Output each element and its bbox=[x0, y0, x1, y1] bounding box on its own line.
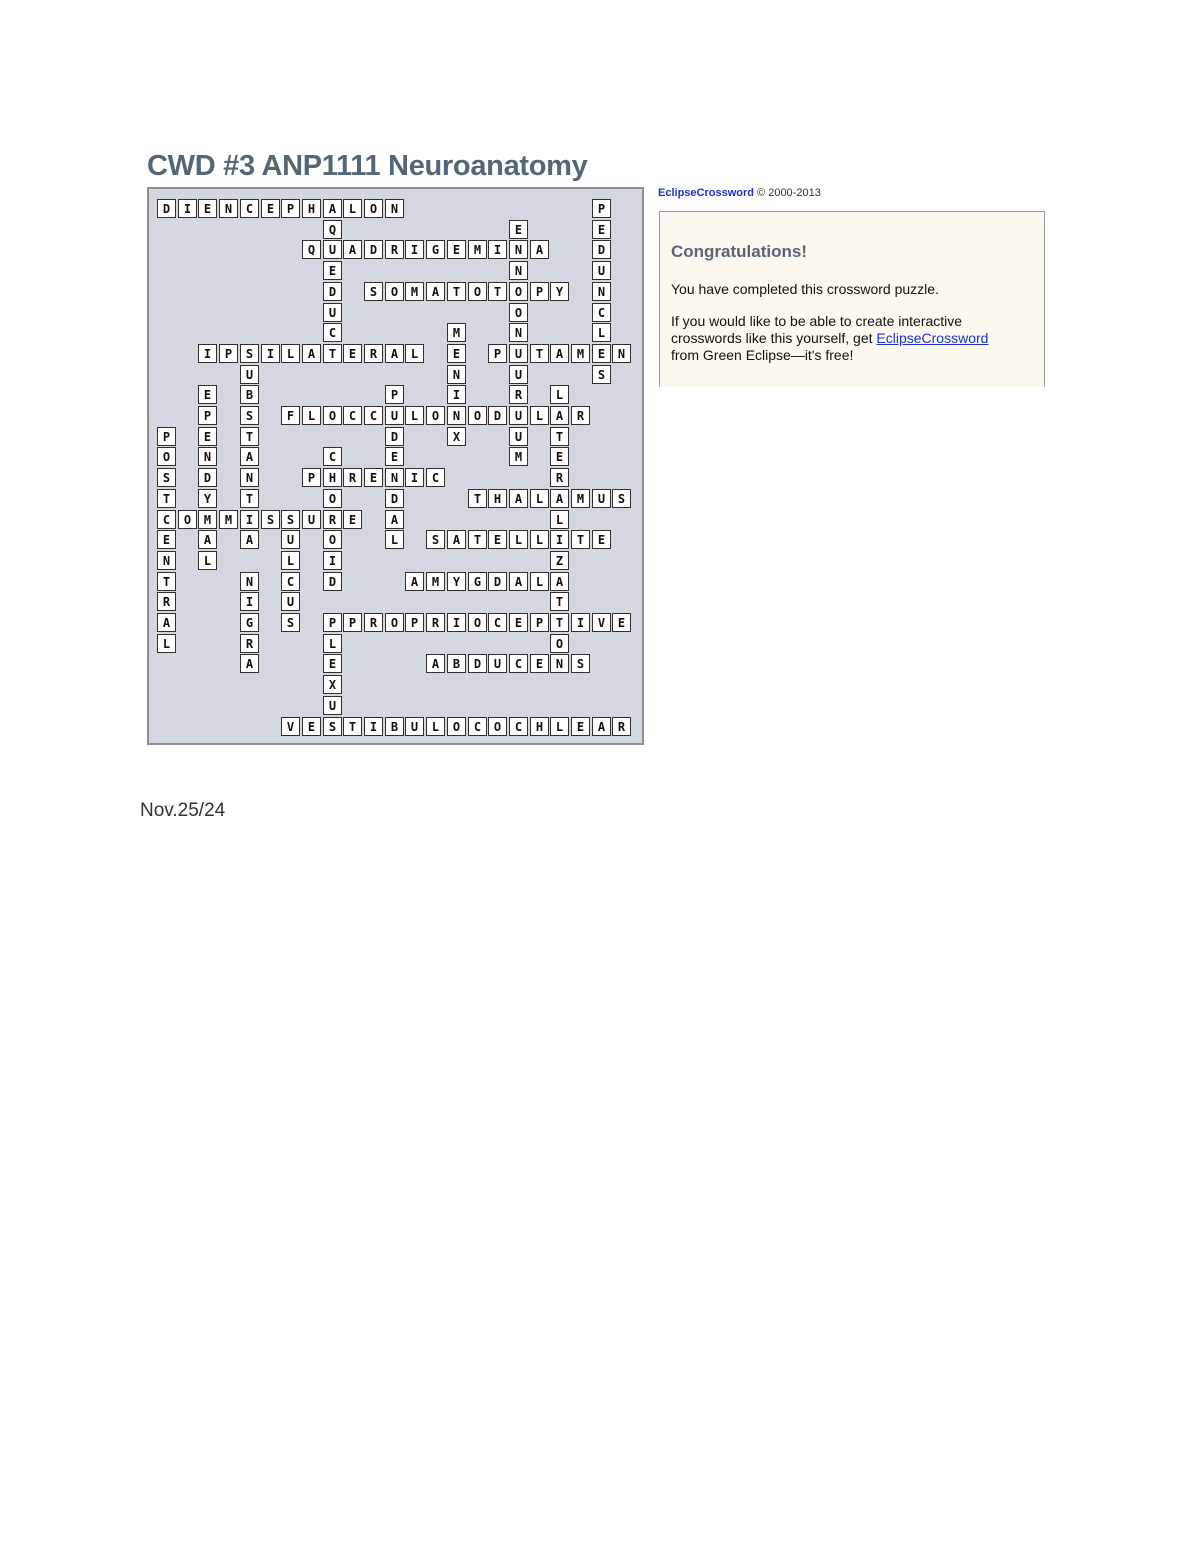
crossword-cell[interactable]: V bbox=[281, 717, 300, 736]
crossword-cell[interactable]: X bbox=[447, 427, 466, 446]
puzzle-title: CWD #3 ANP1111 Neuroanatomy bbox=[147, 150, 588, 182]
crossword-cell[interactable]: N bbox=[550, 654, 569, 673]
crossword-cell[interactable]: E bbox=[509, 220, 528, 239]
crossword-cell[interactable]: R bbox=[157, 592, 176, 611]
crossword-cell[interactable]: P bbox=[323, 613, 342, 632]
crossword-cell[interactable]: R bbox=[571, 406, 590, 425]
crossword-cell[interactable]: P bbox=[198, 406, 217, 425]
crossword-cell[interactable]: I bbox=[364, 717, 383, 736]
crossword-cell[interactable]: A bbox=[240, 447, 259, 466]
crossword-cell[interactable]: U bbox=[385, 406, 404, 425]
crossword-cell[interactable]: S bbox=[281, 613, 300, 632]
crossword-cell[interactable]: V bbox=[592, 613, 611, 632]
crossword-cell[interactable]: R bbox=[550, 468, 569, 487]
crossword-cell[interactable]: L bbox=[281, 551, 300, 570]
crossword-cell[interactable]: Z bbox=[550, 551, 569, 570]
crossword-cell[interactable]: H bbox=[302, 199, 321, 218]
crossword-cell[interactable]: D bbox=[592, 240, 611, 259]
crossword-cell[interactable]: L bbox=[343, 199, 362, 218]
crossword-cell[interactable]: E bbox=[592, 344, 611, 363]
crossword-cell[interactable]: E bbox=[509, 613, 528, 632]
crossword-cell[interactable]: I bbox=[261, 344, 280, 363]
crossword-cell[interactable]: C bbox=[240, 199, 259, 218]
crossword-cell[interactable]: E bbox=[198, 199, 217, 218]
crossword-cell[interactable]: P bbox=[157, 427, 176, 446]
crossword-cell[interactable]: E bbox=[612, 613, 631, 632]
crossword-cell[interactable]: D bbox=[198, 468, 217, 487]
crossword-cell[interactable]: A bbox=[530, 240, 549, 259]
crossword-cell[interactable]: B bbox=[240, 385, 259, 404]
crossword-cell[interactable]: A bbox=[550, 344, 569, 363]
crossword-cell[interactable]: B bbox=[385, 717, 404, 736]
crossword-cell[interactable]: A bbox=[509, 489, 528, 508]
crossword-cell[interactable]: N bbox=[447, 365, 466, 384]
crossword-cell[interactable]: M bbox=[509, 447, 528, 466]
completed-message: You have completed this crossword puzzle. bbox=[671, 281, 939, 297]
crossword-cell[interactable]: L bbox=[550, 717, 569, 736]
crossword-cell[interactable]: R bbox=[240, 634, 259, 653]
crossword-cell[interactable]: A bbox=[592, 717, 611, 736]
crossword-cell[interactable]: A bbox=[550, 572, 569, 591]
crossword-cell[interactable]: M bbox=[571, 489, 590, 508]
crossword-cell[interactable]: I bbox=[571, 613, 590, 632]
crossword-cell[interactable]: Y bbox=[550, 282, 569, 301]
crossword-cell[interactable]: R bbox=[364, 344, 383, 363]
crossword-cell[interactable]: O bbox=[509, 282, 528, 301]
crossword-cell[interactable]: R bbox=[364, 613, 383, 632]
crossword-cell[interactable]: C bbox=[488, 613, 507, 632]
crossword-cell[interactable]: T bbox=[323, 344, 342, 363]
crossword-cell[interactable]: L bbox=[426, 717, 445, 736]
crossword-cell[interactable]: L bbox=[405, 344, 424, 363]
crossword-cell[interactable]: I bbox=[405, 240, 424, 259]
crossword-cell[interactable]: U bbox=[405, 717, 424, 736]
crossword-cell[interactable]: S bbox=[323, 717, 342, 736]
crossword-cell[interactable]: O bbox=[550, 634, 569, 653]
crossword-cell[interactable]: E bbox=[323, 261, 342, 280]
crossword-cell[interactable]: C bbox=[364, 406, 383, 425]
crossword-cell[interactable]: A bbox=[550, 406, 569, 425]
crossword-cell[interactable]: E bbox=[592, 220, 611, 239]
crossword-cell[interactable]: L bbox=[509, 530, 528, 549]
crossword-cell[interactable]: S bbox=[261, 510, 280, 529]
crossword-cell[interactable]: C bbox=[343, 406, 362, 425]
crossword-cell[interactable]: A bbox=[405, 572, 424, 591]
crossword-cell[interactable]: Y bbox=[198, 489, 217, 508]
crossword-cell[interactable]: R bbox=[509, 385, 528, 404]
crossword-cell[interactable]: D bbox=[323, 282, 342, 301]
crossword-cell[interactable]: N bbox=[509, 323, 528, 342]
crossword-cell[interactable]: H bbox=[530, 717, 549, 736]
crossword-cell[interactable]: O bbox=[178, 510, 197, 529]
crossword-cell[interactable]: D bbox=[488, 572, 507, 591]
crossword-cell[interactable]: N bbox=[240, 572, 259, 591]
crossword-cell[interactable]: P bbox=[405, 613, 424, 632]
crossword-cell[interactable]: U bbox=[240, 365, 259, 384]
crossword-cell[interactable]: U bbox=[323, 303, 342, 322]
crossword-cell[interactable]: L bbox=[323, 634, 342, 653]
promo-text-b: from Green Eclipse—it's free! bbox=[671, 347, 854, 363]
crossword-cell[interactable]: O bbox=[323, 489, 342, 508]
crossword-cell[interactable]: L bbox=[592, 323, 611, 342]
crossword-cell[interactable]: G bbox=[468, 572, 487, 591]
crossword-cell[interactable]: D bbox=[468, 654, 487, 673]
crossword-cell[interactable]: O bbox=[323, 530, 342, 549]
date-note: Nov.25/24 bbox=[140, 800, 226, 821]
crossword-cell[interactable]: E bbox=[261, 199, 280, 218]
crossword-cell[interactable]: E bbox=[157, 530, 176, 549]
crossword-cell[interactable]: I bbox=[405, 468, 424, 487]
crossword-cell[interactable]: I bbox=[323, 551, 342, 570]
crossword-cell[interactable]: Q bbox=[302, 240, 321, 259]
crossword-cell[interactable]: R bbox=[612, 717, 631, 736]
crossword-cell[interactable]: A bbox=[240, 530, 259, 549]
crossword-cell[interactable]: R bbox=[385, 240, 404, 259]
crossword-cell[interactable]: A bbox=[385, 344, 404, 363]
crossword-cell[interactable]: N bbox=[447, 406, 466, 425]
crossword-cell[interactable]: E bbox=[323, 654, 342, 673]
crossword-cell[interactable]: M bbox=[468, 240, 487, 259]
crossword-cell[interactable]: R bbox=[323, 510, 342, 529]
crossword-cell[interactable]: G bbox=[240, 613, 259, 632]
eclipsecrossword-link[interactable]: EclipseCrossword bbox=[876, 330, 989, 346]
crossword-cell[interactable]: O bbox=[157, 447, 176, 466]
crossword-cell[interactable]: U bbox=[592, 489, 611, 508]
crossword-cell[interactable]: E bbox=[343, 344, 362, 363]
crossword-cell[interactable]: S bbox=[240, 344, 259, 363]
crossword-cell[interactable]: D bbox=[364, 240, 383, 259]
crossword-cell[interactable]: H bbox=[323, 468, 342, 487]
crossword-cell[interactable]: D bbox=[157, 199, 176, 218]
crossword-cell[interactable]: U bbox=[281, 530, 300, 549]
crossword-cell[interactable]: L bbox=[385, 530, 404, 549]
crossword-cell[interactable]: E bbox=[530, 654, 549, 673]
crossword-cell[interactable]: T bbox=[530, 344, 549, 363]
crossword-cell[interactable]: E bbox=[302, 717, 321, 736]
crossword-cell[interactable]: L bbox=[530, 572, 549, 591]
crossword-cell[interactable]: Y bbox=[447, 572, 466, 591]
crossword-cell[interactable]: A bbox=[385, 510, 404, 529]
crossword-cell[interactable]: L bbox=[281, 344, 300, 363]
crossword-cell[interactable]: M bbox=[219, 510, 238, 529]
crossword-cell[interactable]: T bbox=[240, 427, 259, 446]
crossword-cell[interactable]: L bbox=[530, 406, 549, 425]
crossword-cell[interactable]: T bbox=[550, 613, 569, 632]
crossword-cell[interactable]: F bbox=[281, 406, 300, 425]
crossword-cell[interactable]: U bbox=[323, 696, 342, 715]
crossword-cell[interactable]: E bbox=[198, 427, 217, 446]
congratulations-panel bbox=[659, 211, 1045, 387]
crossword-cell[interactable]: C bbox=[323, 447, 342, 466]
crossword-cell[interactable]: A bbox=[426, 654, 445, 673]
crossword-cell[interactable]: L bbox=[198, 551, 217, 570]
crossword-cell[interactable]: A bbox=[343, 240, 362, 259]
crossword-cell[interactable]: O bbox=[323, 406, 342, 425]
crossword-cell[interactable]: E bbox=[592, 530, 611, 549]
crossword-cell[interactable]: A bbox=[550, 489, 569, 508]
crossword-cell[interactable]: E bbox=[447, 344, 466, 363]
crossword-cell[interactable]: A bbox=[240, 654, 259, 673]
crossword-cell[interactable]: I bbox=[240, 592, 259, 611]
crossword-cell[interactable]: S bbox=[426, 530, 445, 549]
crossword-cell[interactable]: T bbox=[571, 530, 590, 549]
crossword-cell[interactable]: C bbox=[281, 572, 300, 591]
crossword-cell[interactable]: T bbox=[157, 489, 176, 508]
crossword-cell[interactable]: T bbox=[550, 592, 569, 611]
crossword-cell[interactable]: A bbox=[426, 282, 445, 301]
crossword-cell[interactable]: M bbox=[405, 282, 424, 301]
crossword-cell[interactable]: E bbox=[488, 530, 507, 549]
promo-text-a: If you would like to be able to create interactive crosswords like this yourself, get bbox=[671, 313, 963, 346]
crossword-cell[interactable]: I bbox=[550, 530, 569, 549]
crossword-cell[interactable]: O bbox=[385, 282, 404, 301]
crossword-cell[interactable]: X bbox=[323, 675, 342, 694]
congratulations-heading: Congratulations! bbox=[671, 242, 807, 261]
crossword-cell[interactable]: C bbox=[509, 654, 528, 673]
crossword-cell[interactable]: L bbox=[530, 489, 549, 508]
crossword-cell[interactable]: L bbox=[550, 510, 569, 529]
crossword-cell[interactable]: T bbox=[240, 489, 259, 508]
crossword-cell[interactable]: D bbox=[488, 406, 507, 425]
crossword-cell[interactable]: P bbox=[302, 468, 321, 487]
crossword-cell[interactable]: O bbox=[385, 613, 404, 632]
crossword-cell[interactable]: U bbox=[592, 261, 611, 280]
crossword-cell[interactable]: E bbox=[447, 240, 466, 259]
crossword-cell[interactable]: A bbox=[198, 530, 217, 549]
crossword-cell[interactable]: T bbox=[447, 282, 466, 301]
crossword-cell[interactable]: S bbox=[157, 468, 176, 487]
credit-line bbox=[658, 187, 821, 199]
crossword-cell[interactable]: M bbox=[426, 572, 445, 591]
crossword-cell[interactable]: O bbox=[468, 406, 487, 425]
crossword-cell[interactable]: N bbox=[509, 240, 528, 259]
crossword-cell[interactable]: P bbox=[219, 344, 238, 363]
crossword-cell[interactable]: P bbox=[385, 385, 404, 404]
crossword-cell[interactable]: L bbox=[530, 530, 549, 549]
crossword-cell[interactable]: L bbox=[550, 385, 569, 404]
crossword-cell[interactable]: P bbox=[281, 199, 300, 218]
crossword-cell[interactable]: C bbox=[426, 468, 445, 487]
crossword-cell[interactable]: S bbox=[612, 489, 631, 508]
crossword-cell[interactable]: D bbox=[385, 427, 404, 446]
crossword-cell[interactable]: C bbox=[592, 303, 611, 322]
crossword-cell[interactable]: N bbox=[219, 199, 238, 218]
crossword-cell[interactable]: E bbox=[364, 468, 383, 487]
copyright-text: © 2000-2013 bbox=[757, 187, 821, 199]
crossword-cell[interactable]: E bbox=[343, 510, 362, 529]
crossword-cell[interactable]: U bbox=[323, 240, 342, 259]
crossword-cell[interactable]: C bbox=[323, 323, 342, 342]
crossword-cell[interactable]: S bbox=[571, 654, 590, 673]
crossword-cell[interactable]: U bbox=[302, 510, 321, 529]
crossword-cell[interactable]: N bbox=[240, 468, 259, 487]
crossword-cell[interactable]: A bbox=[447, 530, 466, 549]
crossword-cell[interactable]: P bbox=[530, 613, 549, 632]
crossword-cell[interactable]: U bbox=[509, 344, 528, 363]
crossword-cell[interactable]: G bbox=[426, 240, 445, 259]
crossword-cell[interactable]: T bbox=[550, 427, 569, 446]
crossword-cell[interactable]: O bbox=[509, 303, 528, 322]
crossword-cell[interactable]: T bbox=[468, 530, 487, 549]
crossword-cell[interactable]: P bbox=[592, 199, 611, 218]
crossword-cell[interactable]: S bbox=[592, 365, 611, 384]
crossword-cell[interactable]: P bbox=[488, 344, 507, 363]
crossword-cell[interactable]: O bbox=[426, 406, 445, 425]
crossword-cell[interactable]: T bbox=[468, 489, 487, 508]
crossword-cell[interactable]: D bbox=[323, 572, 342, 591]
crossword-cell[interactable]: N bbox=[592, 282, 611, 301]
crossword-cell[interactable]: L bbox=[302, 406, 321, 425]
crossword-cell[interactable]: N bbox=[509, 261, 528, 280]
crossword-cell[interactable]: P bbox=[530, 282, 549, 301]
crossword-cell[interactable]: M bbox=[571, 344, 590, 363]
promo-message bbox=[671, 313, 1032, 364]
crossword-cell[interactable]: T bbox=[343, 717, 362, 736]
crossword-cell[interactable]: T bbox=[157, 572, 176, 591]
crossword-cell[interactable]: L bbox=[405, 406, 424, 425]
crossword-cell[interactable]: U bbox=[509, 406, 528, 425]
crossword-cell[interactable]: O bbox=[488, 717, 507, 736]
crossword-cell[interactable]: A bbox=[323, 199, 342, 218]
crossword-cell[interactable]: A bbox=[157, 613, 176, 632]
crossword-cell[interactable]: D bbox=[385, 489, 404, 508]
crossword-cell[interactable]: I bbox=[198, 344, 217, 363]
crossword-cell[interactable]: O bbox=[468, 282, 487, 301]
crossword-cell[interactable]: B bbox=[447, 654, 466, 673]
crossword-cell[interactable]: M bbox=[198, 510, 217, 529]
crossword-cell[interactable]: I bbox=[447, 613, 466, 632]
crossword-cell[interactable]: I bbox=[240, 510, 259, 529]
crossword-cell[interactable]: R bbox=[343, 468, 362, 487]
crossword-cell[interactable]: U bbox=[281, 592, 300, 611]
crossword-cell[interactable]: E bbox=[198, 385, 217, 404]
crossword-cell[interactable]: S bbox=[281, 510, 300, 529]
crossword-cell[interactable]: S bbox=[240, 406, 259, 425]
crossword-cell[interactable]: T bbox=[488, 282, 507, 301]
crossword-cell[interactable]: P bbox=[343, 613, 362, 632]
crossword-cell[interactable]: N bbox=[198, 447, 217, 466]
crossword-cell[interactable]: A bbox=[302, 344, 321, 363]
crossword-cell[interactable]: N bbox=[157, 551, 176, 570]
crossword-cell[interactable]: M bbox=[447, 323, 466, 342]
crossword-cell[interactable]: N bbox=[612, 344, 631, 363]
crossword-cell[interactable]: H bbox=[488, 489, 507, 508]
crossword-cell[interactable]: I bbox=[488, 240, 507, 259]
crossword-grid bbox=[147, 187, 644, 745]
crossword-cell[interactable]: C bbox=[509, 717, 528, 736]
crossword-cell[interactable]: L bbox=[157, 634, 176, 653]
crossword-cell[interactable]: R bbox=[426, 613, 445, 632]
eclipsecrossword-credit-link[interactable]: EclipseCrossword bbox=[658, 187, 754, 199]
crossword-cell[interactable]: E bbox=[571, 717, 590, 736]
crossword-cell[interactable]: O bbox=[364, 199, 383, 218]
crossword-cell[interactable]: E bbox=[385, 447, 404, 466]
crossword-cell[interactable]: I bbox=[178, 199, 197, 218]
crossword-cell[interactable]: N bbox=[385, 199, 404, 218]
crossword-cell[interactable]: O bbox=[447, 717, 466, 736]
crossword-cell[interactable]: C bbox=[468, 717, 487, 736]
crossword-cell[interactable]: A bbox=[509, 572, 528, 591]
crossword-cell[interactable]: U bbox=[509, 365, 528, 384]
crossword-cell[interactable]: Q bbox=[323, 220, 342, 239]
crossword-cell[interactable]: O bbox=[468, 613, 487, 632]
crossword-cell[interactable]: I bbox=[447, 385, 466, 404]
crossword-cell[interactable]: U bbox=[488, 654, 507, 673]
crossword-cell[interactable]: S bbox=[364, 282, 383, 301]
crossword-cell[interactable]: U bbox=[509, 427, 528, 446]
crossword-cell[interactable]: C bbox=[157, 510, 176, 529]
crossword-cell[interactable]: N bbox=[385, 468, 404, 487]
crossword-cell[interactable]: E bbox=[550, 447, 569, 466]
